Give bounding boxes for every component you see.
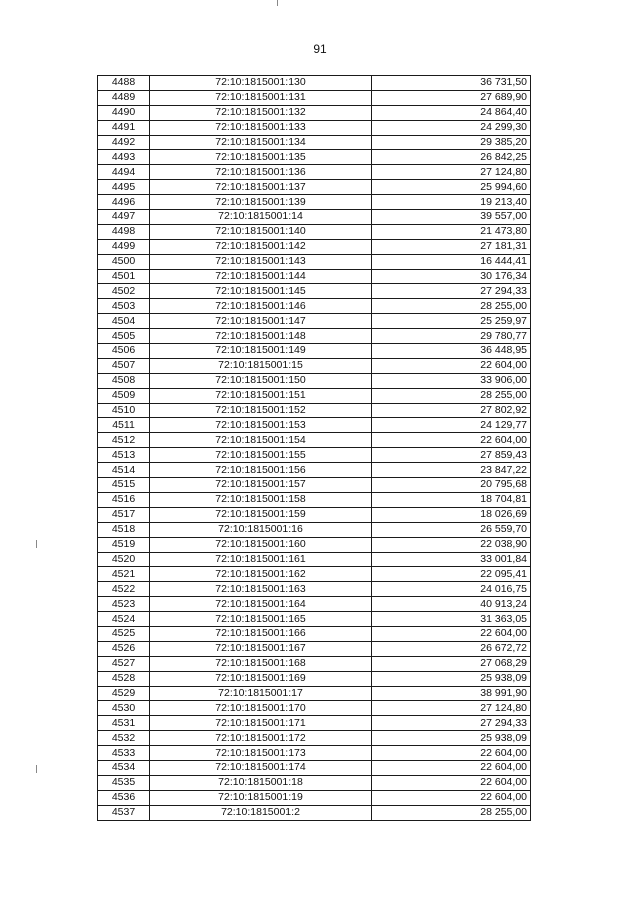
- cadastral-number-cell: 72:10:1815001:161: [150, 552, 372, 567]
- table-row: [98, 239, 531, 254]
- value-cell: 16 444,41: [372, 254, 531, 269]
- cadastral-number-cell: 72:10:1815001:170: [150, 701, 372, 716]
- table-row: [98, 671, 531, 686]
- row-number-cell: 4516: [98, 492, 150, 507]
- table-row: [98, 76, 531, 91]
- scan-artifact: [36, 540, 37, 548]
- cadastral-number-cell: 72:10:1815001:14: [150, 210, 372, 225]
- value-cell: 27 859,43: [372, 448, 531, 463]
- table-row: [98, 716, 531, 731]
- row-number-cell: 4519: [98, 537, 150, 552]
- table-row: [98, 760, 531, 775]
- row-number-cell: 4514: [98, 463, 150, 478]
- row-number-cell: 4518: [98, 522, 150, 537]
- table-row: [98, 522, 531, 537]
- cadastral-number-cell: 72:10:1815001:133: [150, 120, 372, 135]
- table-row: [98, 105, 531, 120]
- cadastral-number-cell: 72:10:1815001:151: [150, 388, 372, 403]
- table-row: [98, 344, 531, 359]
- row-number-cell: 4508: [98, 373, 150, 388]
- row-number-cell: 4500: [98, 254, 150, 269]
- row-number-cell: 4504: [98, 314, 150, 329]
- row-number-cell: 4537: [98, 805, 150, 820]
- row-number-cell: 4511: [98, 418, 150, 433]
- value-cell: 25 994,60: [372, 180, 531, 195]
- value-cell: 22 095,41: [372, 567, 531, 582]
- cadastral-number-cell: 72:10:1815001:148: [150, 329, 372, 344]
- table-row: [98, 492, 531, 507]
- value-cell: 22 604,00: [372, 760, 531, 775]
- cadastral-table: [97, 75, 531, 821]
- table-row: [98, 224, 531, 239]
- value-cell: 24 864,40: [372, 105, 531, 120]
- value-cell: 29 780,77: [372, 329, 531, 344]
- value-cell: 22 604,00: [372, 433, 531, 448]
- table-row: [98, 701, 531, 716]
- value-cell: 19 213,40: [372, 195, 531, 210]
- table-row: [98, 507, 531, 522]
- table-row: [98, 254, 531, 269]
- value-cell: 28 255,00: [372, 805, 531, 820]
- cadastral-number-cell: 72:10:1815001:153: [150, 418, 372, 433]
- row-number-cell: 4493: [98, 150, 150, 165]
- cadastral-number-cell: 72:10:1815001:174: [150, 760, 372, 775]
- row-number-cell: 4525: [98, 626, 150, 641]
- table-row: [98, 388, 531, 403]
- cadastral-number-cell: 72:10:1815001:143: [150, 254, 372, 269]
- cadastral-number-cell: 72:10:1815001:156: [150, 463, 372, 478]
- row-number-cell: 4510: [98, 403, 150, 418]
- row-number-cell: 4515: [98, 478, 150, 493]
- cadastral-number-cell: 72:10:1815001:130: [150, 76, 372, 91]
- value-cell: 28 255,00: [372, 388, 531, 403]
- table-row: [98, 626, 531, 641]
- table-row: [98, 418, 531, 433]
- value-cell: 27 294,33: [372, 284, 531, 299]
- value-cell: 36 731,50: [372, 76, 531, 91]
- value-cell: 20 795,68: [372, 478, 531, 493]
- cadastral-number-cell: 72:10:1815001:168: [150, 656, 372, 671]
- table-row: [98, 775, 531, 790]
- row-number-cell: 4496: [98, 195, 150, 210]
- cadastral-number-cell: 72:10:1815001:159: [150, 507, 372, 522]
- cadastral-number-cell: 72:10:1815001:17: [150, 686, 372, 701]
- cadastral-number-cell: 72:10:1815001:19: [150, 790, 372, 805]
- table-row: [98, 165, 531, 180]
- value-cell: 28 255,00: [372, 299, 531, 314]
- value-cell: 23 847,22: [372, 463, 531, 478]
- table-row: [98, 403, 531, 418]
- cadastral-number-cell: 72:10:1815001:169: [150, 671, 372, 686]
- value-cell: 24 129,77: [372, 418, 531, 433]
- value-cell: 24 016,75: [372, 582, 531, 597]
- value-cell: 33 001,84: [372, 552, 531, 567]
- table-row: [98, 180, 531, 195]
- value-cell: 25 938,09: [372, 671, 531, 686]
- row-number-cell: 4524: [98, 612, 150, 627]
- row-number-cell: 4498: [98, 224, 150, 239]
- row-number-cell: 4533: [98, 746, 150, 761]
- row-number-cell: 4535: [98, 775, 150, 790]
- cadastral-number-cell: 72:10:1815001:164: [150, 597, 372, 612]
- row-number-cell: 4527: [98, 656, 150, 671]
- scan-artifact: [277, 0, 278, 6]
- table-row: [98, 120, 531, 135]
- cadastral-number-cell: 72:10:1815001:132: [150, 105, 372, 120]
- row-number-cell: 4523: [98, 597, 150, 612]
- table-row: [98, 478, 531, 493]
- cadastral-number-cell: 72:10:1815001:131: [150, 90, 372, 105]
- value-cell: 21 473,80: [372, 224, 531, 239]
- table-row: [98, 299, 531, 314]
- value-cell: 26 559,70: [372, 522, 531, 537]
- row-number-cell: 4505: [98, 329, 150, 344]
- row-number-cell: 4501: [98, 269, 150, 284]
- value-cell: 22 604,00: [372, 626, 531, 641]
- value-cell: 24 299,30: [372, 120, 531, 135]
- row-number-cell: 4530: [98, 701, 150, 716]
- row-number-cell: 4520: [98, 552, 150, 567]
- row-number-cell: 4488: [98, 76, 150, 91]
- row-number-cell: 4503: [98, 299, 150, 314]
- row-number-cell: 4522: [98, 582, 150, 597]
- cadastral-number-cell: 72:10:1815001:150: [150, 373, 372, 388]
- page-number: 91: [313, 42, 327, 56]
- cadastral-number-cell: 72:10:1815001:15: [150, 358, 372, 373]
- value-cell: 27 068,29: [372, 656, 531, 671]
- row-number-cell: 4492: [98, 135, 150, 150]
- cadastral-number-cell: 72:10:1815001:166: [150, 626, 372, 641]
- value-cell: 22 604,00: [372, 790, 531, 805]
- cadastral-number-cell: 72:10:1815001:154: [150, 433, 372, 448]
- value-cell: 27 294,33: [372, 716, 531, 731]
- cadastral-number-cell: 72:10:1815001:152: [150, 403, 372, 418]
- value-cell: 38 991,90: [372, 686, 531, 701]
- row-number-cell: 4490: [98, 105, 150, 120]
- row-number-cell: 4534: [98, 760, 150, 775]
- value-cell: 33 906,00: [372, 373, 531, 388]
- row-number-cell: 4489: [98, 90, 150, 105]
- cadastral-number-cell: 72:10:1815001:160: [150, 537, 372, 552]
- value-cell: 25 938,09: [372, 731, 531, 746]
- cadastral-number-cell: 72:10:1815001:155: [150, 448, 372, 463]
- row-number-cell: 4494: [98, 165, 150, 180]
- table-row: [98, 463, 531, 478]
- table-body: [98, 76, 531, 821]
- value-cell: 30 176,34: [372, 269, 531, 284]
- cadastral-number-cell: 72:10:1815001:172: [150, 731, 372, 746]
- row-number-cell: 4497: [98, 210, 150, 225]
- table-row: [98, 314, 531, 329]
- cadastral-number-cell: 72:10:1815001:173: [150, 746, 372, 761]
- table-row: [98, 552, 531, 567]
- cadastral-number-cell: 72:10:1815001:134: [150, 135, 372, 150]
- row-number-cell: 4532: [98, 731, 150, 746]
- row-number-cell: 4495: [98, 180, 150, 195]
- table-row: [98, 731, 531, 746]
- cadastral-number-cell: 72:10:1815001:157: [150, 478, 372, 493]
- table-row: [98, 686, 531, 701]
- cadastral-number-cell: 72:10:1815001:140: [150, 224, 372, 239]
- row-number-cell: 4502: [98, 284, 150, 299]
- table-row: [98, 641, 531, 656]
- row-number-cell: 4521: [98, 567, 150, 582]
- table-row: [98, 358, 531, 373]
- row-number-cell: 4513: [98, 448, 150, 463]
- table-row: [98, 448, 531, 463]
- row-number-cell: 4536: [98, 790, 150, 805]
- row-number-cell: 4507: [98, 358, 150, 373]
- value-cell: 39 557,00: [372, 210, 531, 225]
- cadastral-number-cell: 72:10:1815001:137: [150, 180, 372, 195]
- table-row: [98, 612, 531, 627]
- value-cell: 27 802,92: [372, 403, 531, 418]
- cadastral-number-cell: 72:10:1815001:158: [150, 492, 372, 507]
- cadastral-number-cell: 72:10:1815001:163: [150, 582, 372, 597]
- value-cell: 18 026,69: [372, 507, 531, 522]
- value-cell: 27 689,90: [372, 90, 531, 105]
- value-cell: 18 704,81: [372, 492, 531, 507]
- table-row: [98, 582, 531, 597]
- table-row: [98, 269, 531, 284]
- cadastral-number-cell: 72:10:1815001:136: [150, 165, 372, 180]
- row-number-cell: 4491: [98, 120, 150, 135]
- cadastral-number-cell: 72:10:1815001:139: [150, 195, 372, 210]
- value-cell: 22 604,00: [372, 358, 531, 373]
- value-cell: 40 913,24: [372, 597, 531, 612]
- table-row: [98, 329, 531, 344]
- cadastral-number-cell: 72:10:1815001:16: [150, 522, 372, 537]
- row-number-cell: 4506: [98, 344, 150, 359]
- value-cell: 22 604,00: [372, 775, 531, 790]
- cadastral-number-cell: 72:10:1815001:146: [150, 299, 372, 314]
- table-row: [98, 537, 531, 552]
- table-row: [98, 284, 531, 299]
- value-cell: 22 604,00: [372, 746, 531, 761]
- row-number-cell: 4526: [98, 641, 150, 656]
- scan-artifact: [36, 765, 37, 773]
- cadastral-number-cell: 72:10:1815001:144: [150, 269, 372, 284]
- table-row: [98, 746, 531, 761]
- cadastral-number-cell: 72:10:1815001:147: [150, 314, 372, 329]
- table-row: [98, 597, 531, 612]
- value-cell: 27 124,80: [372, 165, 531, 180]
- row-number-cell: 4531: [98, 716, 150, 731]
- value-cell: 26 672,72: [372, 641, 531, 656]
- table-row: [98, 373, 531, 388]
- table-row: [98, 195, 531, 210]
- row-number-cell: 4509: [98, 388, 150, 403]
- cadastral-number-cell: 72:10:1815001:171: [150, 716, 372, 731]
- value-cell: 26 842,25: [372, 150, 531, 165]
- row-number-cell: 4512: [98, 433, 150, 448]
- cadastral-number-cell: 72:10:1815001:142: [150, 239, 372, 254]
- table-row: [98, 210, 531, 225]
- cadastral-number-cell: 72:10:1815001:165: [150, 612, 372, 627]
- cadastral-number-cell: 72:10:1815001:167: [150, 641, 372, 656]
- cadastral-number-cell: 72:10:1815001:135: [150, 150, 372, 165]
- table-row: [98, 790, 531, 805]
- value-cell: 22 038,90: [372, 537, 531, 552]
- row-number-cell: 4529: [98, 686, 150, 701]
- row-number-cell: 4528: [98, 671, 150, 686]
- value-cell: 31 363,05: [372, 612, 531, 627]
- table-row: [98, 805, 531, 820]
- table-row: [98, 150, 531, 165]
- table-row: [98, 433, 531, 448]
- row-number-cell: 4499: [98, 239, 150, 254]
- value-cell: 36 448,95: [372, 344, 531, 359]
- cadastral-number-cell: 72:10:1815001:149: [150, 344, 372, 359]
- cadastral-number-cell: 72:10:1815001:145: [150, 284, 372, 299]
- value-cell: 25 259,97: [372, 314, 531, 329]
- table-row: [98, 135, 531, 150]
- table-row: [98, 656, 531, 671]
- cadastral-number-cell: 72:10:1815001:162: [150, 567, 372, 582]
- cadastral-number-cell: 72:10:1815001:2: [150, 805, 372, 820]
- table-row: [98, 567, 531, 582]
- value-cell: 27 124,80: [372, 701, 531, 716]
- table-row: [98, 90, 531, 105]
- row-number-cell: 4517: [98, 507, 150, 522]
- cadastral-number-cell: 72:10:1815001:18: [150, 775, 372, 790]
- value-cell: 27 181,31: [372, 239, 531, 254]
- value-cell: 29 385,20: [372, 135, 531, 150]
